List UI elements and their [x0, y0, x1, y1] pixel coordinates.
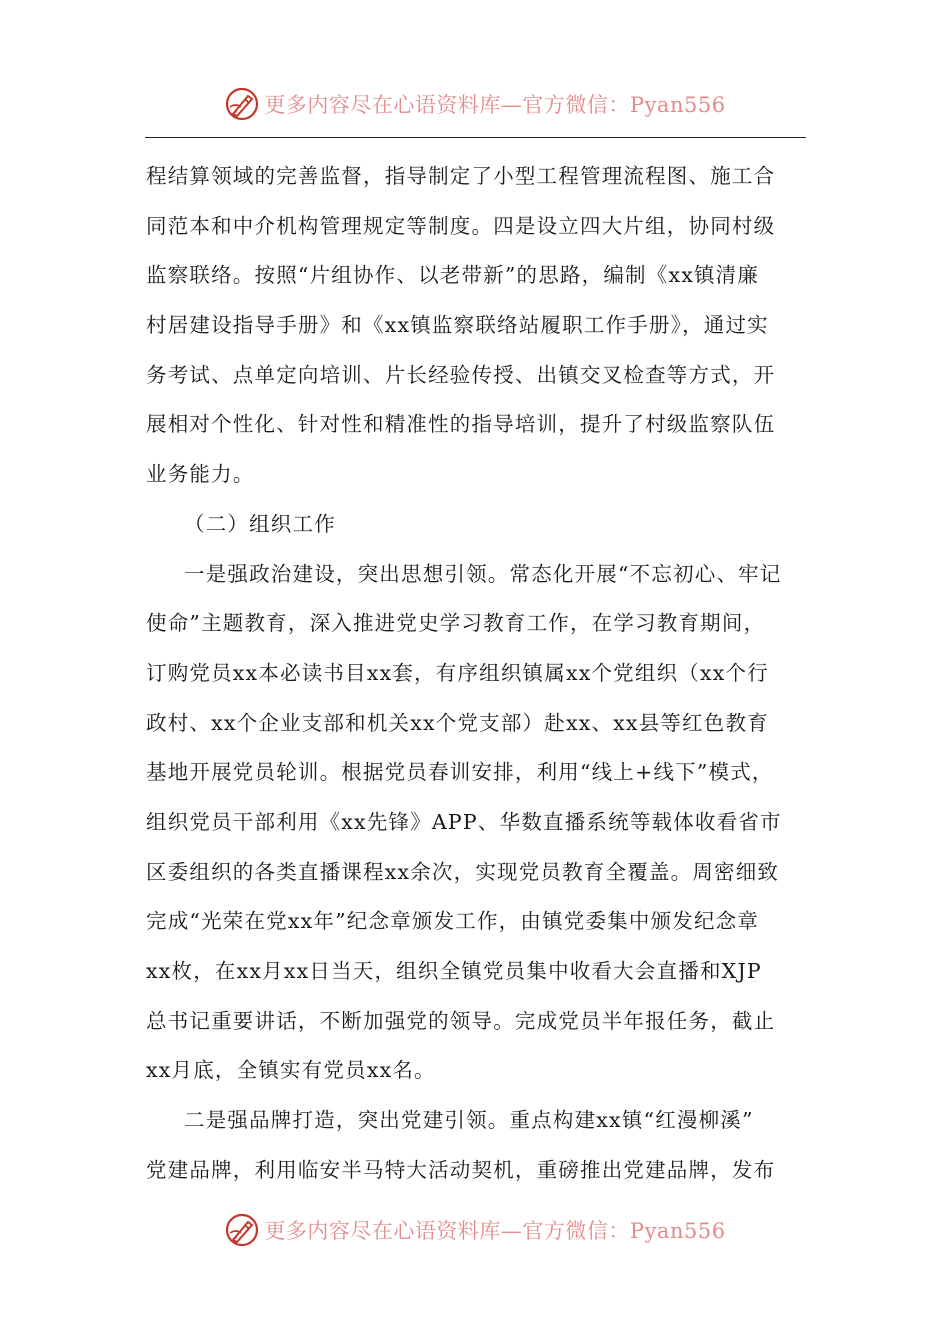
text-line: 务考试、点单定向培训、片长经验传授、出镇交叉检查等方式，开: [146, 362, 776, 387]
text-line: xx枚，在xx月xx日当天，组织全镇党员集中收看大会直播和XJP: [146, 959, 762, 983]
text-line: 展相对个性化、针对性和精准性的指导培训，提升了村级监察队伍: [146, 412, 776, 437]
text-line: 区委组织的各类直播课程xx余次，实现党员教育全覆盖。周密细致: [146, 859, 780, 884]
text-line: 组织党员干部利用《xx先锋》APP、华数直播系统等载体收看省市: [146, 809, 782, 834]
document-body: [146, 152, 806, 1195]
pen-nib-logo-icon: [224, 86, 260, 122]
text-line: 二是强品牌打造，突出党建引领。重点构建xx镇“红漫柳溪”: [184, 1108, 754, 1133]
text-line: xx月底，全镇实有党员xx名。: [146, 1058, 436, 1083]
section-heading: （二）组织工作: [184, 511, 336, 536]
text-line: 总书记重要讲话，不断加强党的领导。完成党员半年报任务，截止: [146, 1008, 776, 1033]
banner-text: 更多内容尽在心语资料库—官方微信：Pyan556: [264, 1219, 726, 1243]
text-line: 使命”主题教育，深入推进党史学习教育工作，在学习教育期间，: [146, 611, 766, 636]
text-line: 程结算领域的完善监督，指导制定了小型工程管理流程图、施工合: [146, 164, 776, 188]
text-line: 同范本和中介机构管理规定等制度。四是设立四大片组，协同村级: [146, 213, 776, 238]
text-line: 订购党员xx本必读书目xx套，有序组织镇属xx个党组织（xx个行: [146, 660, 769, 685]
text-line: 村居建设指导手册》和《xx镇监察联络站履职工作手册》，通过实: [146, 313, 769, 338]
text-line: 政村、xx个企业支部和机关xx个党支部）赴xx、xx县等红色教育: [146, 710, 769, 735]
header-banner: [0, 84, 950, 124]
header-divider: [145, 137, 806, 138]
text-line: 党建品牌，利用临安半马特大活动契机，重磅推出党建品牌，发布: [146, 1157, 776, 1182]
text-line: 监察联络。按照“片组协作、以老带新”的思路，编制《xx镇清廉: [146, 263, 760, 288]
text-line: 一是强政治建设，突出思想引领。常态化开展“不忘初心、牢记: [184, 561, 782, 586]
text-line: 业务能力。: [146, 462, 255, 487]
banner-text: 更多内容尽在心语资料库—官方微信：Pyan556: [264, 93, 726, 117]
text-line: 完成“光荣在党xx年”纪念章颁发工作，由镇党委集中颁发纪念章: [146, 909, 760, 934]
pen-nib-logo-icon: [224, 1212, 260, 1248]
footer-banner: [0, 1210, 950, 1250]
text-line: 基地开展党员轮训。根据党员春训安排，利用“线上+线下”模式，: [146, 760, 774, 785]
